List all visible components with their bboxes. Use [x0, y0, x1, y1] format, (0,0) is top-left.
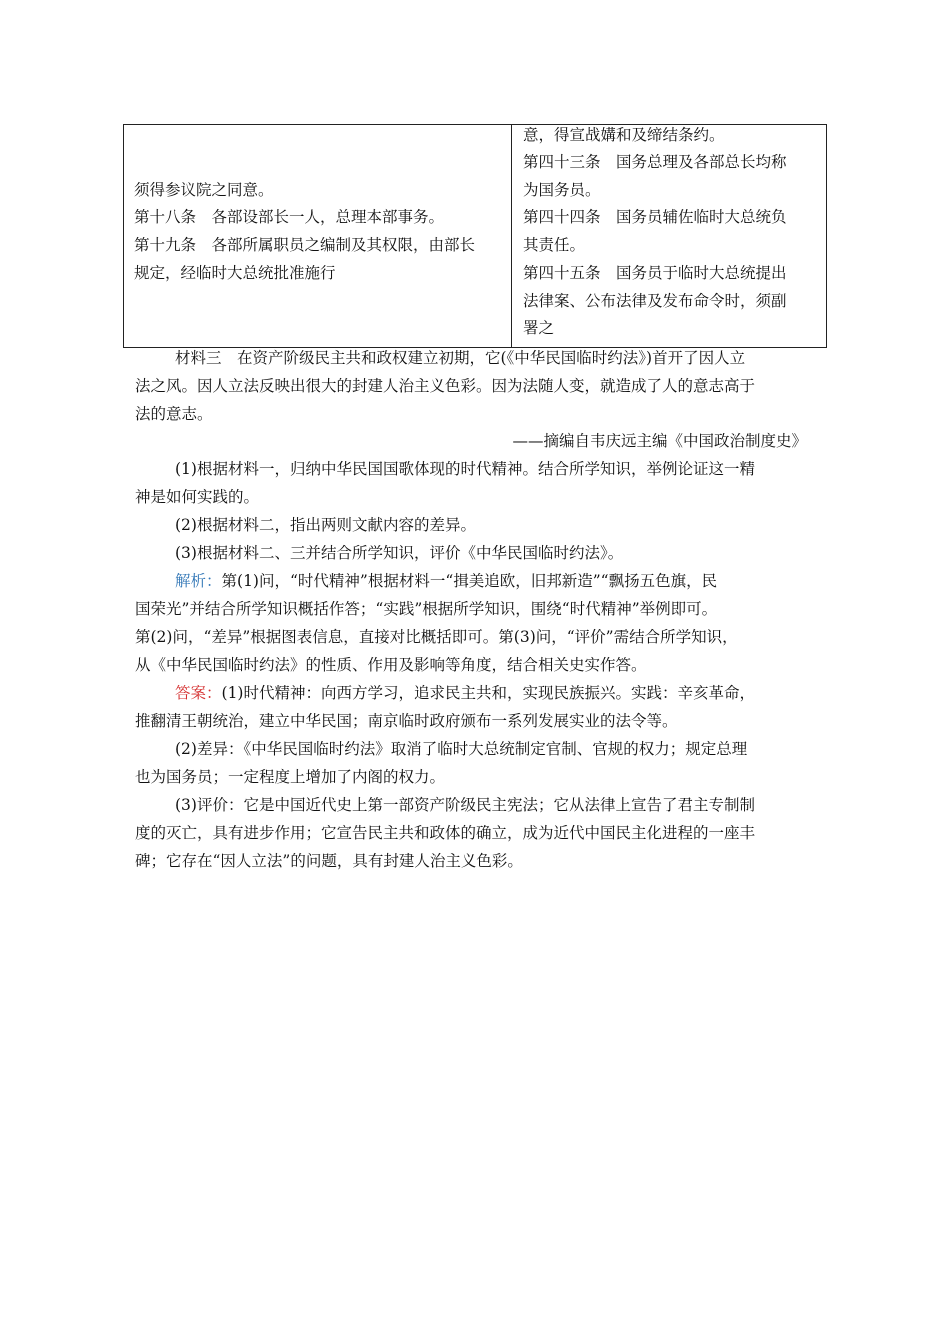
analysis-line: 从《中华民国临时约法》的性质、作用及影响等角度，结合相关史实作答。 [135, 656, 647, 674]
material-three-line: 法的意志。 [135, 405, 213, 423]
question-1-line: (1)根据材料一，归纳中华民国国歌体现的时代精神。结合所学知识，举例论证这一精 [175, 460, 755, 478]
table-right-line: 其责任。 [523, 236, 586, 254]
comparison-table [123, 124, 827, 348]
question-1-line: 神是如何实践的。 [135, 488, 260, 506]
table-left-column [124, 125, 512, 347]
table-right-line: 第四十四条 国务员辅佐临时大总统负 [523, 208, 787, 226]
analysis-line: 国荣光”并结合所学知识概括作答；“实践”根据所学知识，围绕“时代精神”举例即可。 [135, 600, 718, 618]
answer-line: 推翻清王朝统治，建立中华民国；南京临时政府颁布一系列发展实业的法令等。 [135, 712, 678, 730]
material-three-line: 法之风。因人立法反映出很大的封建人治主义色彩。因为法随人变，就造成了人的意志高于 [135, 377, 756, 395]
table-right-line: 第四十五条 国务员于临时大总统提出 [523, 264, 787, 282]
answer-2-line: (2)差异：《中华民国临时约法》取消了临时大总统制定官制、官规的权力；规定总理 [175, 740, 748, 758]
answer-first-line [175, 683, 755, 703]
answer-label: 答案： [175, 684, 222, 702]
question-2: (2)根据材料二，指出两则文献内容的差异。 [175, 516, 476, 534]
analysis-line: 第(2)问，“差异”根据图表信息，直接对比概括即可。第(3)问，“评价”需结合所学知识， [135, 628, 738, 646]
table-right-column [512, 125, 826, 347]
table-right-line: 法律案、公布法律及发布命令时，须副 [523, 292, 787, 310]
table-left-line: 须得参议院之同意。 [134, 181, 274, 199]
answer-3-line: 碑；它存在“因人立法”的问题，具有封建人治主义色彩。 [135, 852, 523, 870]
answer-2-line: 也为国务员；一定程度上增加了内阁的权力。 [135, 768, 446, 786]
material-three-source: ——摘编自韦庆远主编《中国政治制度史》 [512, 432, 807, 450]
table-right-line: 署之 [523, 319, 555, 337]
analysis-label: 解析： [175, 572, 222, 590]
table-left-line: 规定，经临时大总统批准施行 [134, 264, 336, 282]
table-right-line: 第四十三条 国务总理及各部总长均称 [523, 153, 787, 171]
answer-3-line: 度的灭亡，具有进步作用；它宣告民主共和政体的确立，成为近代中国民主化进程的一座丰 [135, 824, 756, 842]
material-three-line: 材料三 在资产阶级民主共和政权建立初期，它(《中华民国临时约法》)首开了因人立 [175, 349, 746, 367]
analysis-text: 第(1)问，“时代精神”根据材料一“揖美追欧，旧邦新造”“飘扬五色旗，民 [221, 572, 718, 590]
question-3: (3)根据材料二、三并结合所学知识，评价《中华民国临时约法》。 [175, 544, 624, 562]
table-left-line: 第十九条 各部所属职员之编制及其权限，由部长 [134, 236, 476, 254]
table-right-line: 为国务员。 [523, 181, 601, 199]
analysis-first-line [175, 571, 717, 591]
table-right-line: 意，得宣战媾和及缔结条约。 [523, 126, 725, 144]
table-left-line: 第十八条 各部设部长一人，总理本部事务。 [134, 208, 445, 226]
answer-3-line: (3)评价：它是中国近代史上第一部资产阶级民主宪法；它从法律上宣告了君主专制制 [175, 796, 755, 814]
answer-text: (1)时代精神：向西方学习，追求民主共和，实现民族振兴。实践：辛亥革命， [221, 684, 755, 702]
